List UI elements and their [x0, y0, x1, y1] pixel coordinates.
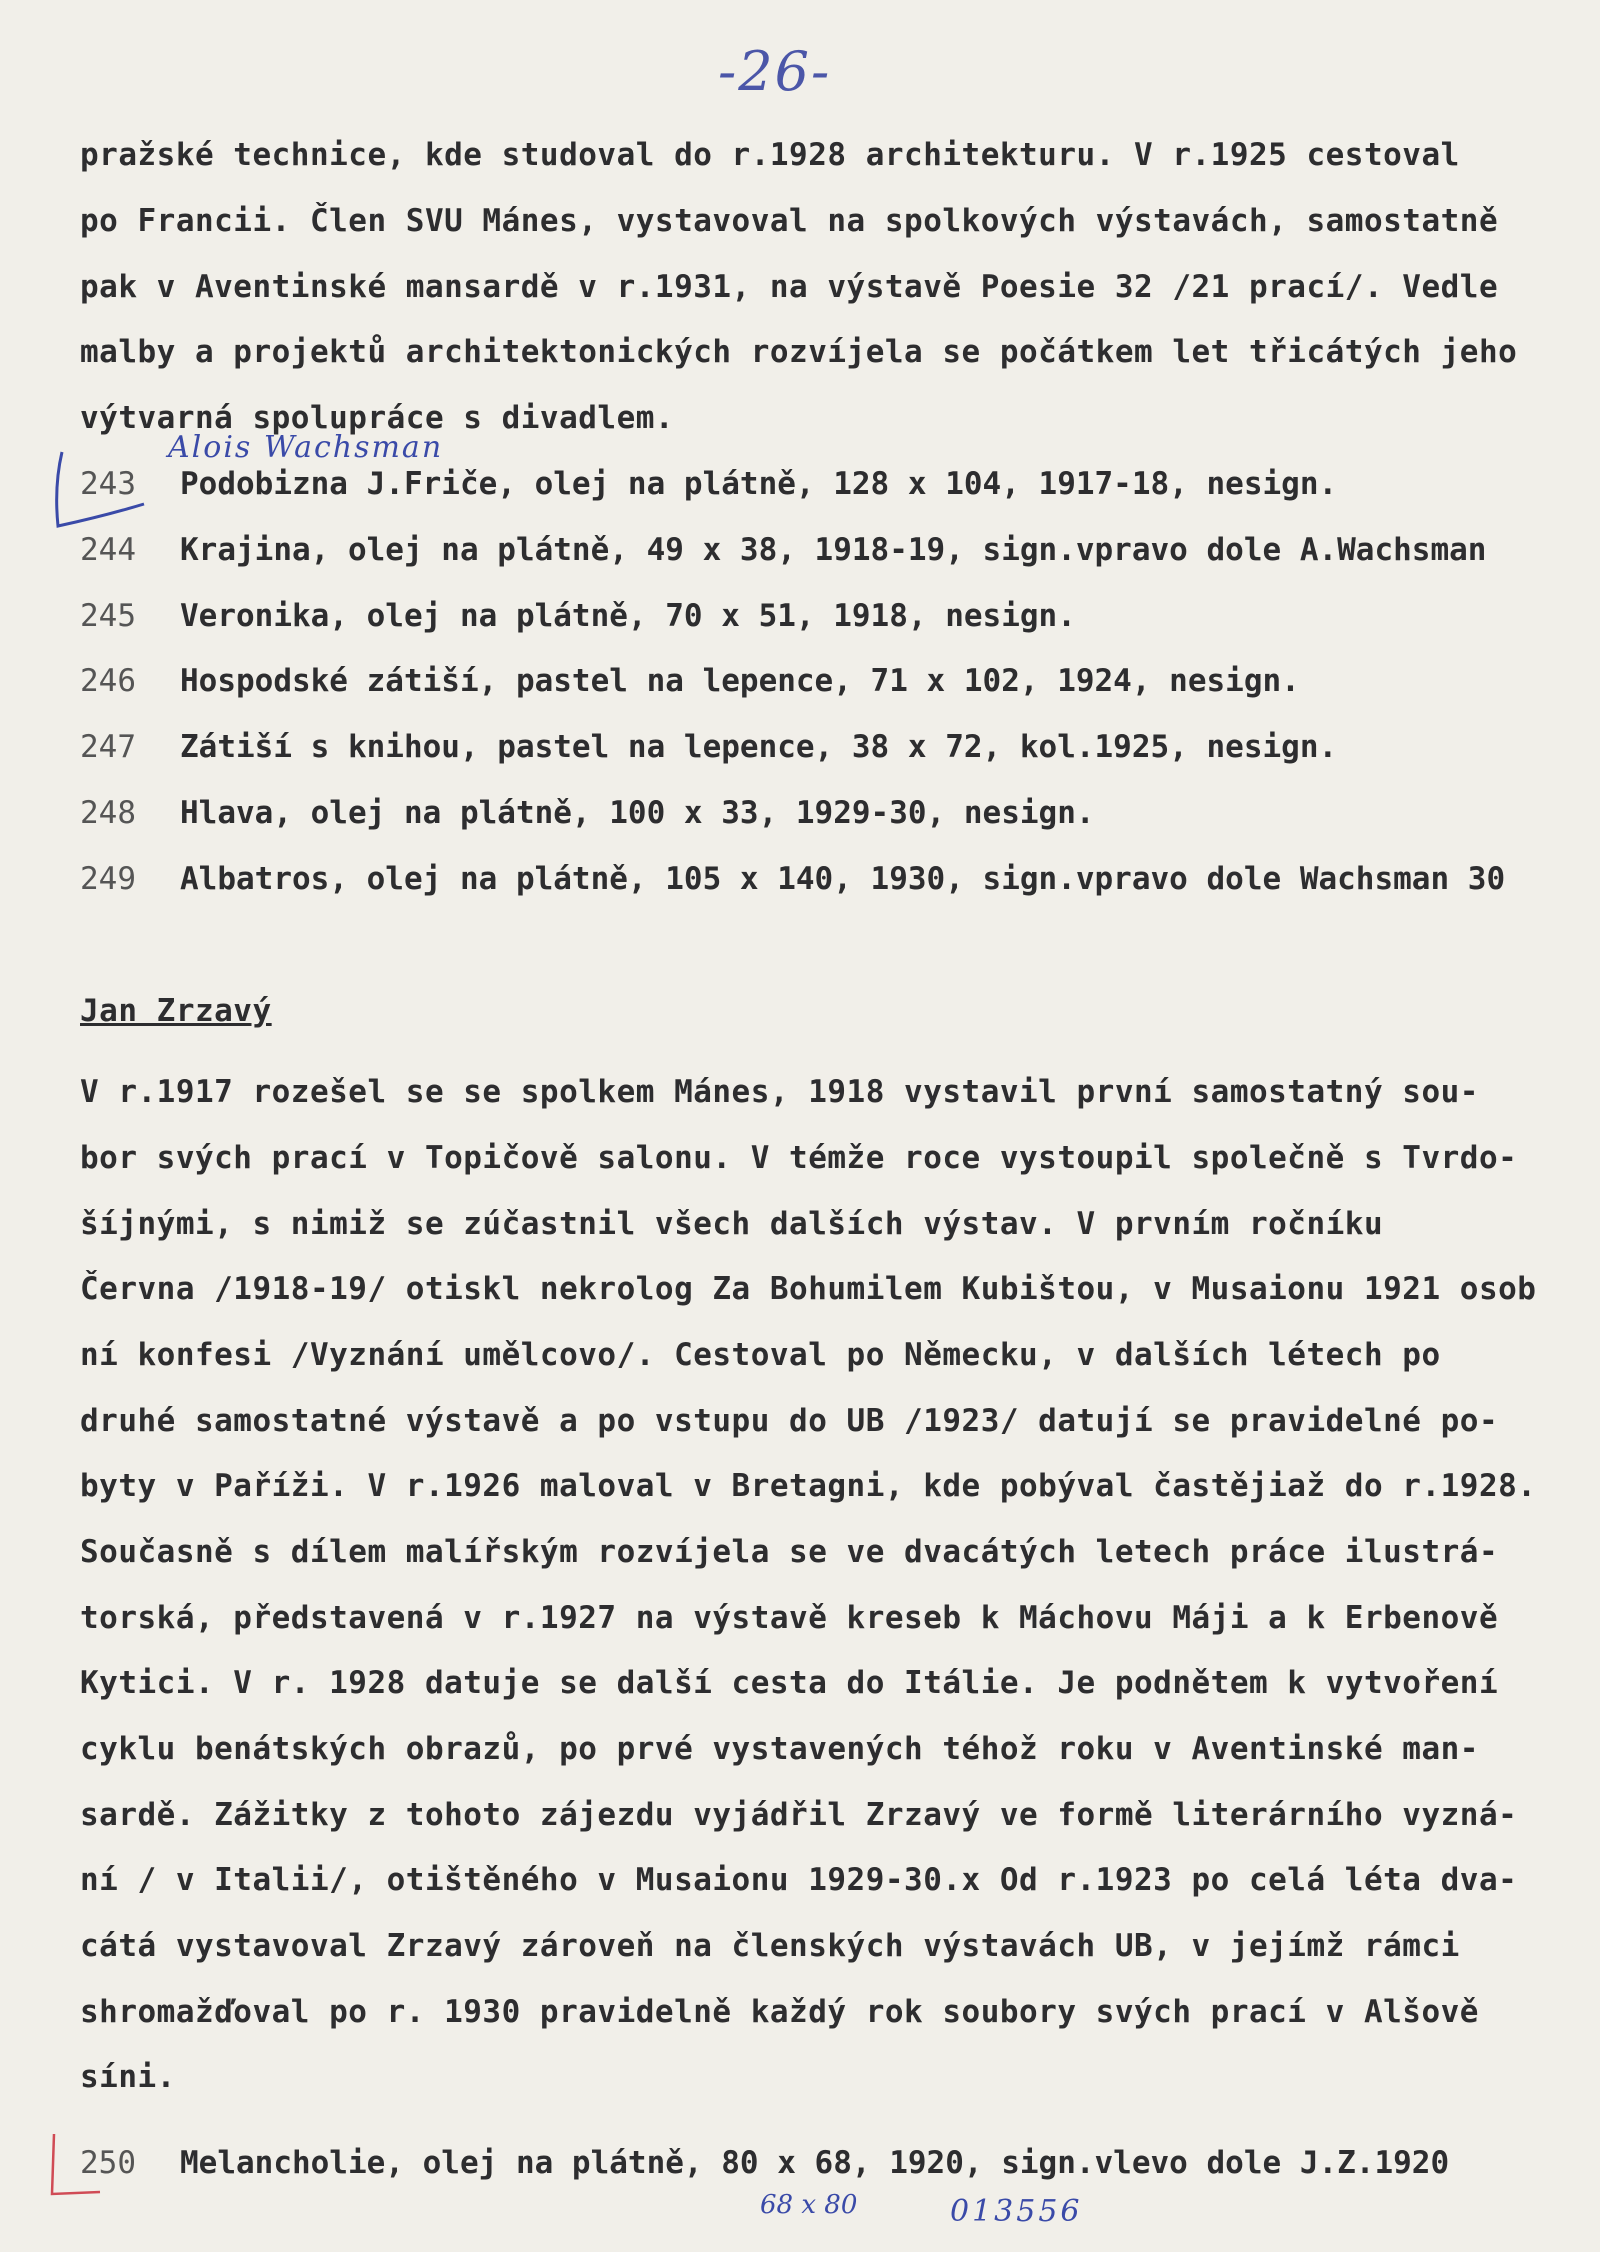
text-line: malby a projektů architektonických rozvíjela se počátkem let třicátých jeho	[80, 334, 1518, 370]
handwritten-name: Alois Wachsman	[168, 430, 444, 465]
text-line: sardě. Zážitky z tohoto zájezdu vyjádřil Zrzavý ve formě literárního vyzná-	[80, 1797, 1518, 1833]
entry-number: 245	[80, 598, 136, 634]
text-line: Kytici. V r. 1928 datuje se další cesta do Itálie. Je podnětem k vytvoření	[80, 1665, 1499, 1701]
text-line: pak v Aventinské mansardě v r.1931, na výstavě Poesie 32 /21 prací/. Vedle	[80, 269, 1499, 305]
text-line: druhé samostatné výstavě a po vstupu do UB /1923/ datují se pravidelné po-	[80, 1403, 1499, 1439]
entry-text: Albatros, olej na plátně, 105 x 140, 1930, sign.vpravo dole Wachsman 30	[180, 861, 1506, 897]
text-line: V r.1917 rozešel se se spolkem Mánes, 1918 vystavil první samostatný sou-	[80, 1074, 1479, 1110]
text-line: cátá vystavoval Zrzavý zároveň na členských výstavách UB, v jejímž rámci	[80, 1928, 1460, 1964]
list-item	[0, 859, 1600, 899]
entry-number: 250	[80, 2145, 136, 2181]
text-line: Června /1918-19/ otiskl nekrolog Za Bohumilem Kubištou, v Musaionu 1921 osob	[80, 1271, 1537, 1307]
entry-text: Melancholie, olej na plátně, 80 x 68, 1920, sign.vlevo dole J.Z.1920	[180, 2145, 1450, 2181]
text-line: výtvarná spolupráce s divadlem.	[80, 400, 675, 436]
list-item	[0, 596, 1600, 636]
list-item	[0, 530, 1600, 570]
text-line: torská, představená v r.1927 na výstavě kreseb k Máchovu Máji a k Erbenově	[80, 1600, 1499, 1636]
entry-number: 244	[80, 532, 136, 568]
entry-text: Veronika, olej na plátně, 70 x 51, 1918, nesign.	[180, 598, 1076, 634]
entry-number: 248	[80, 795, 136, 831]
entry-text: Hospodské zátiší, pastel na lepence, 71 x 102, 1924, nesign.	[180, 663, 1300, 699]
entry-text: Hlava, olej na plátně, 100 x 33, 1929-30, nesign.	[180, 795, 1095, 831]
entry-number: 243	[80, 466, 136, 502]
entry-text: Zátiší s knihou, pastel na lepence, 38 x 72, kol.1925, nesign.	[180, 729, 1338, 765]
handwritten-dimension: 68 x 80	[760, 2190, 858, 2220]
list-item	[0, 464, 1600, 504]
text-line: po Francii. Člen SVU Mánes, vystavoval na spolkových výstavách, samostatně	[80, 203, 1499, 239]
text-line: ní konfesi /Vyznání umělcovo/. Cestoval po Německu, v dalších létech po	[80, 1337, 1441, 1373]
text-line: byty v Paříži. V r.1926 maloval v Bretagni, kde pobýval častějiaž do r.1928.	[80, 1468, 1537, 1504]
entry-text: Podobizna J.Friče, olej na plátně, 128 x 104, 1917-18, nesign.	[180, 466, 1338, 502]
entry-number: 249	[80, 861, 136, 897]
list-item	[0, 793, 1600, 833]
text-line: šíjnými, s nimiž se zúčastnil všech dalších výstav. V prvním ročníku	[80, 1206, 1384, 1242]
text-line: Současně s dílem malířským rozvíjela se ve dvacátých letech práce ilustrá-	[80, 1534, 1499, 1570]
entry-number: 246	[80, 663, 136, 699]
text-line: síni.	[80, 2059, 176, 2095]
text-line: pražské technice, kde studoval do r.1928 architekturu. V r.1925 cestoval	[80, 137, 1460, 173]
section-heading: Jan Zrzavý	[80, 993, 272, 1029]
text-line: bor svých prací v Topičově salonu. V témže roce vystoupil společně s Tvrdo-	[80, 1140, 1518, 1176]
text-line: ní / v Italii/, otištěného v Musaionu 1929-30.x Od r.1923 po celá léta dva-	[80, 1862, 1518, 1898]
entry-number: 247	[80, 729, 136, 765]
text-line: cyklu benátských obrazů, po prvé vystavených téhož roku v Aventinské man-	[80, 1731, 1479, 1767]
list-item	[0, 661, 1600, 701]
text-line: shromažďoval po r. 1930 pravidelně každý rok soubory svých prací v Alšově	[80, 1994, 1479, 2030]
list-item	[0, 2143, 1600, 2183]
page-number: -26-	[718, 40, 832, 103]
handwritten-inventory-number: 013556	[950, 2194, 1083, 2229]
list-item	[0, 727, 1600, 767]
entry-text: Krajina, olej na plátně, 49 x 38, 1918-19, sign.vpravo dole A.Wachsman	[180, 532, 1487, 568]
